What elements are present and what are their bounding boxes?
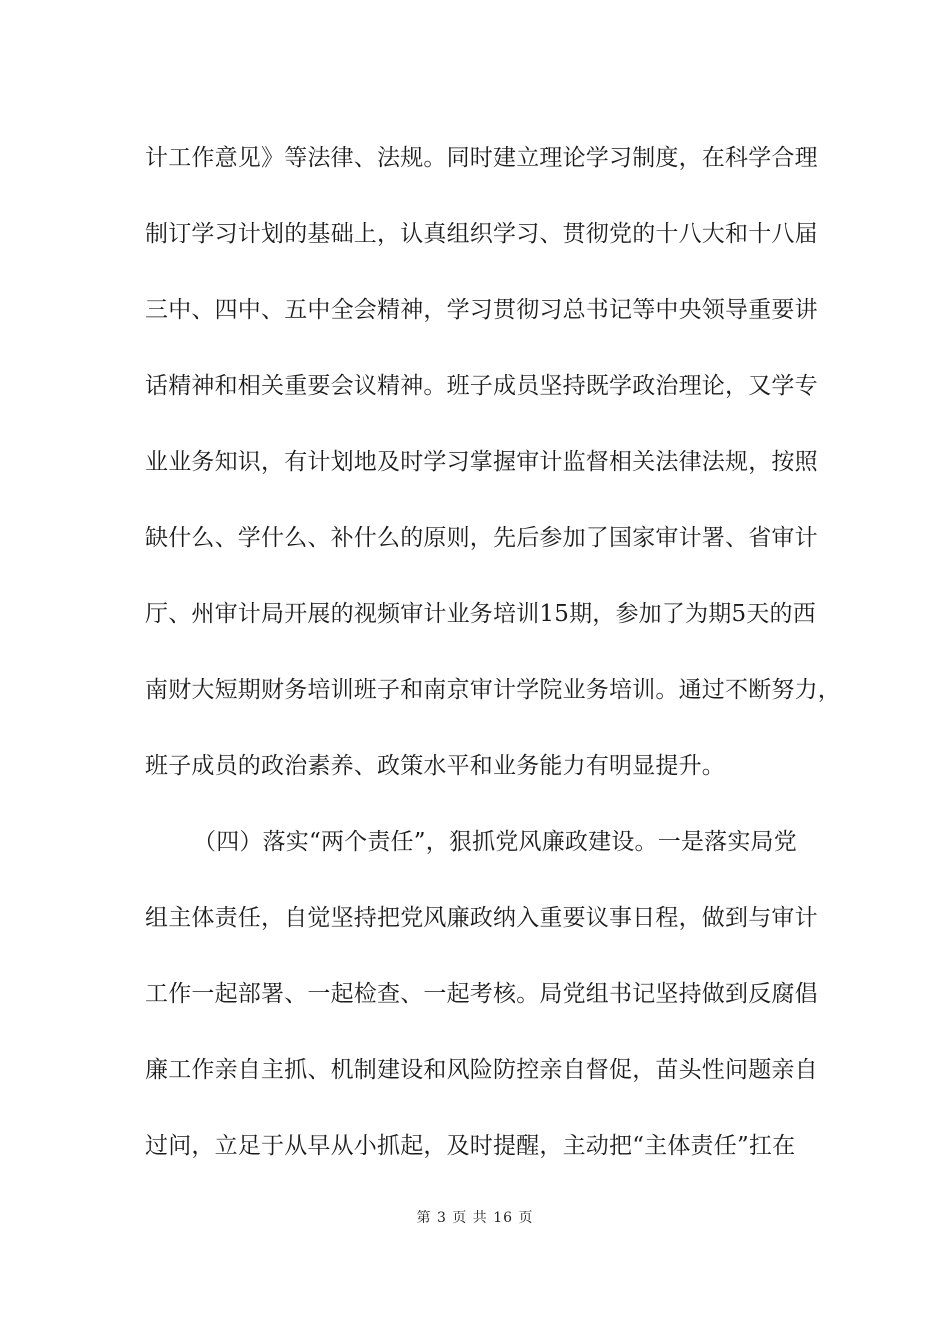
text-line-3: 三中、四中、五中全会精神，学习贯彻习总书记等中央领导重要讲 (145, 297, 818, 323)
text-line-8: 南财大短期财务培训班子和南京审计学院业务培训。通过不断努力， (145, 677, 841, 703)
page-footer: 第 3 页 共 16 页 (416, 1210, 534, 1226)
text-line-10: （四）落实“两个责任”，狠抓党风廉政建设。一是落实局党 (193, 829, 797, 855)
text-line-4: 话精神和相关重要会议精神。班子成员坚持既学政治理论，又学专 (145, 373, 818, 399)
text-line-6: 缺什么、学什么、补什么的原则，先后参加了国家审计署、省审计 (145, 525, 818, 551)
text-line-7: 厅、州审计局开展的视频审计业务培训15期，参加了为期5天的西 (145, 601, 816, 627)
text-line-5: 业业务知识，有计划地及时学习掌握审计监督相关法律法规，按照 (145, 449, 818, 475)
text-line-12: 工作一起部署、一起检查、一起考核。局党组书记坚持做到反腐倡 (145, 981, 818, 1007)
text-line-11: 组主体责任，自觉坚持把党风廉政纳入重要议事日程，做到与审计 (145, 905, 818, 931)
text-line-9: 班子成员的政治素养、政策水平和业务能力有明显提升。 (145, 753, 725, 779)
text-line-2: 制订学习计划的基础上，认真组织学习、贯彻党的十八大和十八届 (145, 221, 818, 247)
text-line-13: 廉工作亲自主抓、机制建设和风险防控亲自督促，苗头性问题亲自 (145, 1057, 818, 1083)
text-line-1: 计工作意见》等法律、法规。同时建立理论学习制度，在科学合理 (145, 145, 818, 171)
text-line-14: 过问，立足于从早从小抓起，及时提醒，主动把“主体责任”扛在 (145, 1133, 796, 1159)
